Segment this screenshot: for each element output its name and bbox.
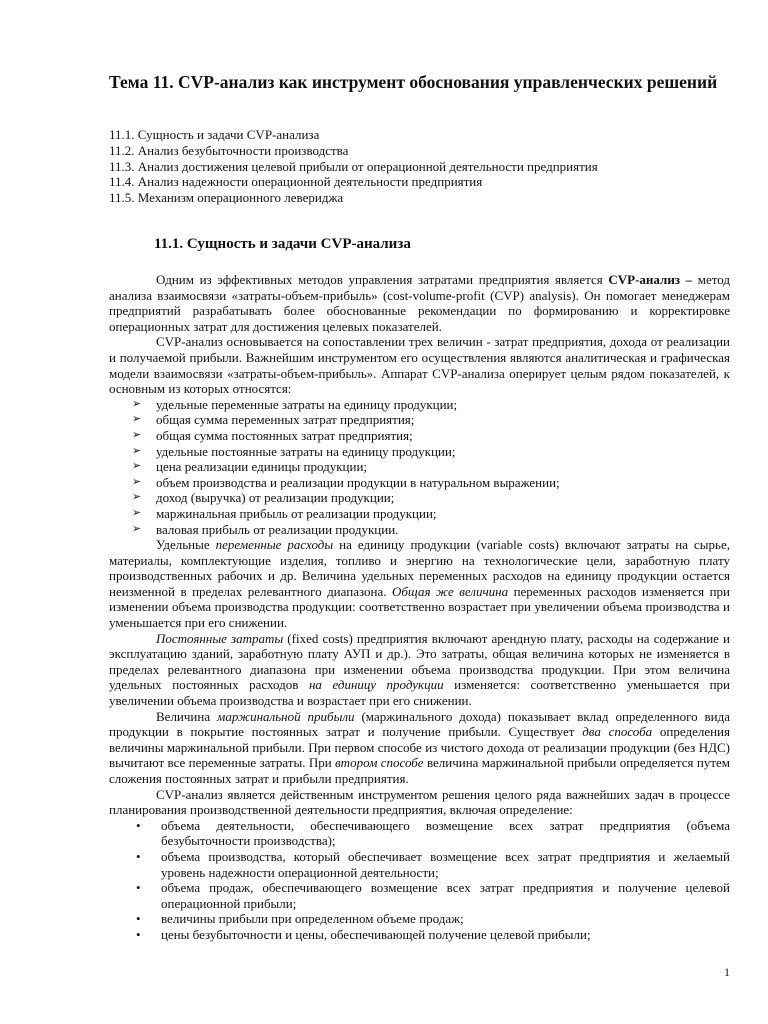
section-heading: 11.1. Сущность и задачи CVP-анализа [154, 236, 411, 252]
list-item: • объема деятельности, обеспечивающего возмещение всех затрат предприятия (объема безубыточности производства); [136, 817, 730, 849]
paragraph: Постоянные затраты (fixed costs) предприятия включают арендную плату, расходы на содержание и эксплуатацию зданий, заработную плату АУП и др.). Это затраты, общая величина которых не изменяется в пределах релевантного диапазона при изменении объема производства продукции. При этом величина удельных постоянных расходов на единицу продукции изменяется: соответственно уменьшается при увеличении объема производства и возрастает при его снижении. [109, 630, 730, 709]
list-item: ➢ валовая прибыль от реализации продукции. [132, 521, 399, 537]
list-item: ➢ общая сумма переменных затрат предприятия; [132, 412, 415, 428]
arrow-bullet-icon: ➢ [132, 444, 142, 457]
bullet-icon: • [136, 848, 141, 864]
arrow-bullet-icon: ➢ [132, 397, 142, 410]
list-item: ➢ объем производства и реализации продукции в натуральном выражении; [132, 474, 560, 490]
list-item: ➢ доход (выручка) от реализации продукции; [132, 490, 395, 506]
bullet-icon: • [136, 911, 141, 927]
paragraph: CVP-анализ является действенным инструментом решения целого ряда важнейших задач в процессе планирования производственной деятельности предприятия, включая определение: [109, 786, 730, 818]
arrow-bullet-icon: ➢ [132, 475, 142, 488]
page-number: 1 [724, 965, 730, 979]
list-item: ➢ общая сумма постоянных затрат предприятия; [132, 427, 413, 443]
list-item: • величины прибыли при определенном объеме продаж; [136, 911, 464, 927]
list-item: ➢ маржинальная прибыль от реализации продукции; [132, 505, 437, 521]
list-item: • объема продаж, обеспечивающего возмещение всех затрат предприятия и получение целевой операционной прибыли; [136, 880, 730, 911]
bullet-icon: • [136, 817, 141, 833]
list-item: ➢ цена реализации единицы продукции; [132, 459, 368, 475]
arrow-bullet-icon: ➢ [132, 460, 142, 473]
toc-item: 11.4. Анализ надежности операционной деятельности предприятия [109, 174, 483, 190]
indicator-list [109, 397, 730, 537]
arrow-bullet-icon: ➢ [132, 506, 142, 519]
list-item: • объема производства, который обеспечивает возмещение всех затрат предприятия и желаемый уровень надежности операционной деятельности; [136, 848, 730, 880]
toc-item: 11.5. Механизм операционного левериджа [109, 190, 344, 206]
toc-item: 11.1. Сущность и задачи CVP-анализа [109, 127, 320, 142]
bullet-icon: • [136, 926, 141, 942]
list-item: • цены безубыточности и цены, обеспечивающей получение целевой прибыли; [136, 926, 591, 942]
page-title: Тема 11. CVP-анализ как инструмент обоснования управленческих решений [109, 72, 718, 92]
toc-item: 11.3. Анализ достижения целевой прибыли от операционной деятельности предприятия [109, 158, 598, 174]
table-of-contents [109, 127, 730, 206]
arrow-bullet-icon: ➢ [132, 522, 142, 535]
paragraph: Величина маржинальной прибыли (маржинального дохода) показывает вклад определенного вида продукции в покрытие постоянных затрат и получение прибыли. Существует два способа определения величины маржинальной прибыли. При первом способе из чистого дохода от реализации продукции (без НДС) вычитают все переменные затраты. При втором способе величина маржинальной прибыли определяется путем сложения постоянных затрат и прибыли предприятия. [109, 708, 730, 786]
body-text [109, 272, 730, 943]
bullet-icon: • [136, 880, 141, 896]
paragraph: Одним из эффективных методов управления затратами предприятия является CVP-анализ – метод анализа взаимосвязи «затраты-объем-прибыль» (cost-volume-profit (CVP) analysis). Он помогает менеджерам предприятий разрабатывать более обоснованные рекомендации по формированию и корректировке операционных затрат для достижения целевых показателей. [109, 272, 730, 334]
arrow-bullet-icon: ➢ [132, 491, 142, 504]
arrow-bullet-icon: ➢ [132, 428, 142, 441]
toc-item: 11.2. Анализ безубыточности производства [109, 142, 349, 158]
paragraph: CVP-анализ основывается на сопоставлении трех величин - затрат предприятия, дохода от реализации и получаемой прибыли. Важнейшим инструментом его осуществления являются аналитическая и графическая модели взаимосвязи «затраты-объем-прибыль». Аппарат CVP-анализа оперирует целым рядом показателей, к основным из которых относятся: [109, 334, 730, 397]
arrow-bullet-icon: ➢ [132, 413, 142, 426]
task-list [109, 818, 730, 943]
list-item: ➢ удельные переменные затраты на единицу продукции; [132, 396, 458, 412]
list-item: ➢ удельные постоянные затраты на единицу продукции; [132, 443, 456, 459]
paragraph: Удельные переменные расходы на единицу продукции (variable costs) включают затраты на сырье, материалы, комплектующие изделия, топливо и энергию на технологические цели, заработную плату производственных рабочих и др. Величина удельных переменных расходов на единицу продукции остается неизменной в пределах релевантного диапазона. Общая же величина переменных расходов изменяется при изменении объема производства продукции: соответственно возрастает при увеличении объема производства и уменьшается при его снижении. [109, 537, 730, 631]
